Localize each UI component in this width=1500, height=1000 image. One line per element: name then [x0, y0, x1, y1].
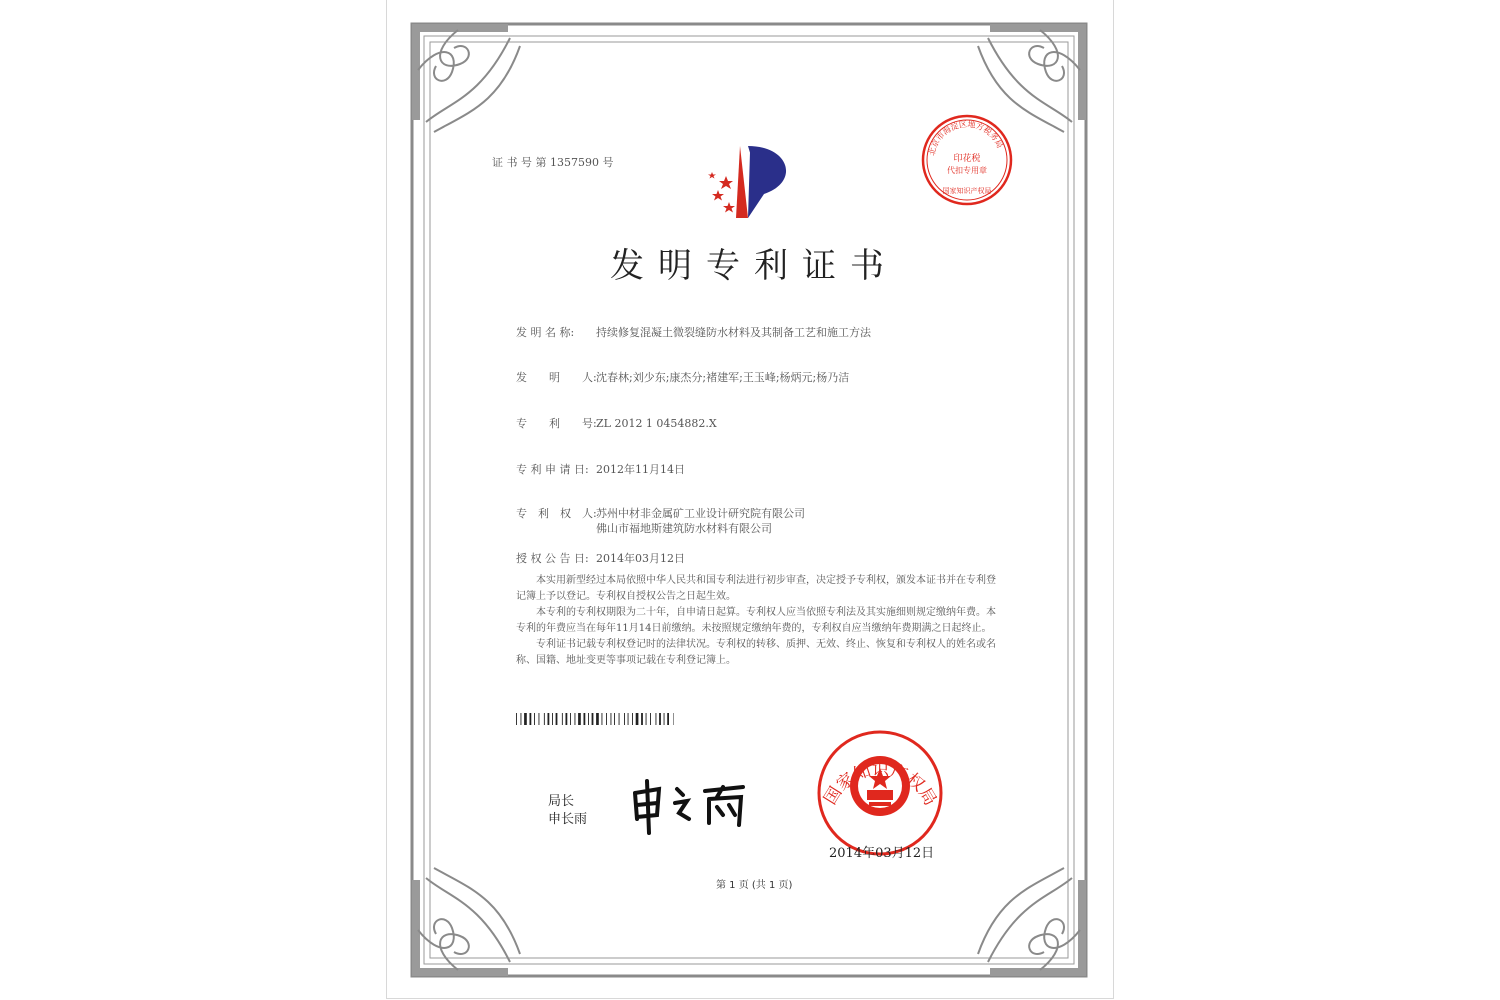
- svg-text:国家知识产权局: 国家知识产权局: [820, 759, 941, 810]
- certificate-body: [516, 573, 996, 669]
- grant-announcement-label: 授 权 公 告 日:: [516, 552, 589, 565]
- page-title: 发明专利证书: [610, 246, 898, 286]
- grant-announcement-row: [516, 550, 685, 566]
- body-paragraph-2: 本专利的专利权期限为二十年，自申请日起算。专利权人应当依照专利法及其实施细则规定缴纳年费。本专利的年费应当在每年11月14日前缴纳。未按照规定缴纳年费的，专利权自应当缴纳年费期满之日起终止。: [516, 607, 996, 634]
- director-signature: [625, 775, 755, 835]
- patent-number-row: [516, 415, 717, 431]
- page-number: 第 1 页 (共 1 页): [716, 880, 793, 891]
- tax-stamp-seal: [920, 113, 1014, 207]
- application-date-value: 2012年11月14日: [596, 463, 685, 476]
- patentee-value-2: 佛山市福地斯建筑防水材料有限公司: [596, 522, 772, 535]
- application-date-label: 专 利 申 请 日:: [516, 463, 589, 476]
- grant-date-stamp: 2014年03月12日: [829, 846, 935, 861]
- svg-text:印花税: 印花税: [953, 154, 981, 164]
- svg-text:代扣专用章: 代扣专用章: [947, 166, 987, 175]
- body-paragraph-1: 本实用新型经过本局依照中华人民共和国专利法进行初步审查，决定授予专利权，颁发本证书并在专利登记簿上予以登记。专利权自授权公告之日起生效。: [516, 575, 996, 602]
- body-paragraph-3: 专利证书记载专利权登记时的法律状况。专利权的转移、质押、无效、终止、恢复和专利权人的姓名或名称、国籍、地址变更等事项记载在专利登记簿上。: [516, 639, 996, 666]
- grant-announcement-value: 2014年03月12日: [596, 552, 685, 565]
- patent-number-value: ZL 2012 1 0454882.X: [596, 417, 717, 430]
- svg-text:北京市海淀区地方税务局: 北京市海淀区地方税务局: [927, 119, 1005, 157]
- patent-number-label: 专 利 号:: [516, 417, 597, 430]
- svg-text:国家知识产权局: 国家知识产权局: [942, 187, 992, 195]
- barcode: [516, 713, 674, 725]
- director-name: 申长雨: [548, 812, 588, 827]
- patentee-row: [516, 505, 805, 521]
- patentee-label: 专 利 权 人:: [516, 507, 597, 520]
- patent-office-logo-icon: [700, 142, 800, 222]
- inventor-row: [516, 369, 849, 385]
- certificate-number: 证 书 号 第 1357590 号: [492, 156, 614, 169]
- invention-name-row: [516, 324, 871, 340]
- patentee-value-1: 苏州中材非金属矿工业设计研究院有限公司: [596, 507, 805, 520]
- director-block: [548, 793, 587, 829]
- director-title: 局长: [548, 794, 575, 809]
- invention-name-label: 发 明 名 称:: [516, 326, 575, 339]
- application-date-row: [516, 461, 685, 477]
- invention-name-value: 持续修复混凝土微裂缝防水材料及其制备工艺和施工方法: [596, 326, 871, 339]
- inventor-value: 沈春林;刘少东;康杰分;褚建军;王玉峰;杨炳元;杨乃洁: [596, 371, 850, 384]
- inventor-label: 发 明 人:: [516, 371, 597, 384]
- national-ip-office-seal: [815, 728, 945, 858]
